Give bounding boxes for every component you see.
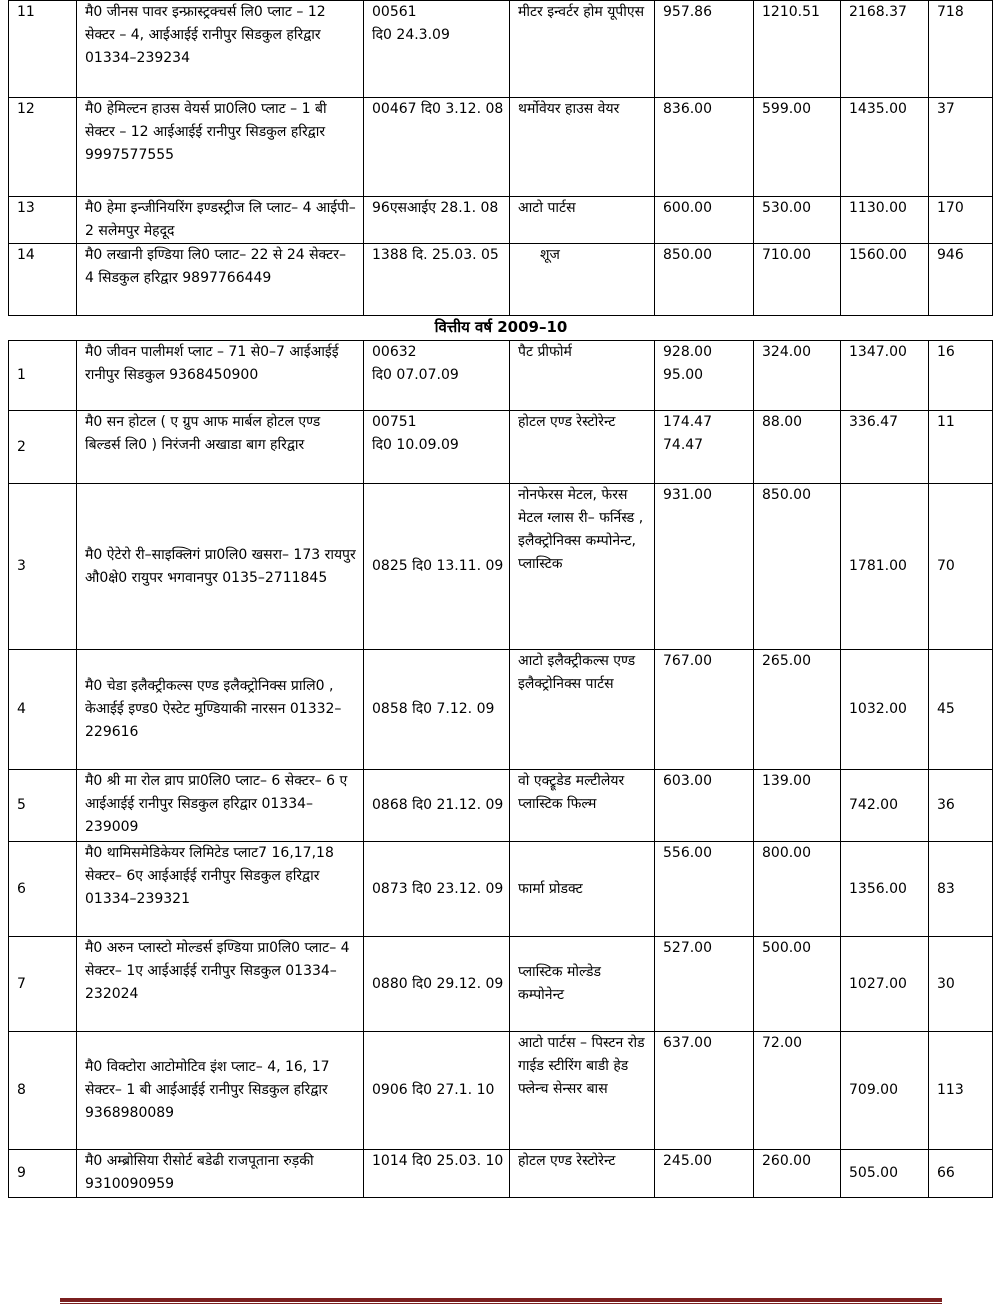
product: मीटर इन्वर्टर होम यूपीएस bbox=[510, 1, 655, 98]
unit-name-address: मै0 सन होटल ( ए ग्रुप आफ मार्बल होटल एण्ड बिल्डर्स लि0 ) निरंजनी अखाडा बाग हरिद्वार bbox=[77, 411, 364, 484]
value-2: 1210.51 bbox=[754, 1, 841, 98]
table-row bbox=[9, 842, 993, 937]
footer-rule bbox=[60, 1298, 942, 1302]
table-row bbox=[9, 1, 993, 98]
registration: 1388 दि. 25.03. 05 bbox=[364, 244, 510, 316]
serial-number: 14 bbox=[9, 244, 77, 316]
unit-name-address: मै0 जीवन पालीमर्श प्लाट – 71 से0–7 आईआईई रानीपुर सिडकुल 9368450900 bbox=[77, 341, 364, 411]
serial-number: 6 bbox=[9, 842, 77, 937]
product: थर्मोवेयर हाउस वेयर bbox=[510, 98, 655, 197]
total: 2168.37 bbox=[841, 1, 929, 98]
table-row bbox=[9, 98, 993, 197]
table-row bbox=[9, 244, 993, 316]
table-row bbox=[9, 484, 993, 650]
serial-number: 7 bbox=[9, 937, 77, 1032]
product: नोनफेरस मेटल, फेरस मेटल ग्लास री– फर्निस्ड , इलैक्ट्रोनिक्स कम्पोनेन्ट, प्लास्टिक bbox=[510, 484, 655, 650]
total: 1130.00 bbox=[841, 197, 929, 244]
product: शूज bbox=[510, 244, 655, 316]
unit-name-address: मै0 चेडा इलैक्ट्रीकल्स एण्ड इलैक्ट्रोनिक्स प्रालि0 , केआईई इण्ड0 ऐस्टेट मुण्डियाकी नारसन 01332–229616 bbox=[77, 650, 364, 770]
table-row bbox=[9, 411, 993, 484]
value-1: 931.00 bbox=[655, 484, 754, 650]
serial-number: 9 bbox=[9, 1150, 77, 1198]
value-2: 500.00 bbox=[754, 937, 841, 1032]
serial-number: 13 bbox=[9, 197, 77, 244]
value-2: 800.00 bbox=[754, 842, 841, 937]
value-1: 850.00 bbox=[655, 244, 754, 316]
footer-rule-thin bbox=[60, 1303, 942, 1304]
unit-name-address: मै0 अरुन प्लास्टो मोल्डर्स इण्डिया प्रा0लि0 प्लाट– 4 सेक्टर– 1ए आईआईई रानीपुर सिडकुल 01334–232024 bbox=[77, 937, 364, 1032]
employment: 11 bbox=[929, 411, 993, 484]
unit-name-address: मै0 हेमिल्टन हाउस वेयर्स प्रा0लि0 प्लाट – 1 बी सेक्टर – 12 आईआईई रानीपुर सिडकुल हरिद्वार 9997577555 bbox=[77, 98, 364, 197]
total: 1781.00 bbox=[841, 484, 929, 650]
registration: 1014 दि0 25.03. 10 bbox=[364, 1150, 510, 1198]
serial-number: 2 bbox=[9, 411, 77, 484]
serial-number: 8 bbox=[9, 1032, 77, 1150]
industry-table-2009-10 bbox=[8, 340, 993, 1198]
value-2: 530.00 bbox=[754, 197, 841, 244]
registration: 0880 दि0 29.12. 09 bbox=[364, 937, 510, 1032]
serial-number: 1 bbox=[9, 341, 77, 411]
unit-name-address: मै0 ऐटेरो री–साइक्लिगं प्रा0लि0 खसरा– 173 रायपुर औ0क्षे0 रायुपर भगवानपुर 0135–2711845 bbox=[77, 484, 364, 650]
serial-number: 11 bbox=[9, 1, 77, 98]
product: होटल एण्ड रेस्टोरेन्ट bbox=[510, 411, 655, 484]
registration: 0858 दि0 7.12. 09 bbox=[364, 650, 510, 770]
serial-number: 3 bbox=[9, 484, 77, 650]
product: प्लास्टिक मोल्डेड कम्पोनेन्ट bbox=[510, 937, 655, 1032]
registration: 0868 दि0 21.12. 09 bbox=[364, 770, 510, 842]
value-2: 260.00 bbox=[754, 1150, 841, 1198]
value-2: 710.00 bbox=[754, 244, 841, 316]
value-1: 767.00 bbox=[655, 650, 754, 770]
product: आटो पार्टस bbox=[510, 197, 655, 244]
total: 1435.00 bbox=[841, 98, 929, 197]
total: 1032.00 bbox=[841, 650, 929, 770]
value-1: 174.47 74.47 bbox=[655, 411, 754, 484]
registration: 00751 दि0 10.09.09 bbox=[364, 411, 510, 484]
employment: 16 bbox=[929, 341, 993, 411]
value-2: 139.00 bbox=[754, 770, 841, 842]
total: 1027.00 bbox=[841, 937, 929, 1032]
value-1: 245.00 bbox=[655, 1150, 754, 1198]
product: फार्मा प्रोडक्ट bbox=[510, 842, 655, 937]
serial-number: 5 bbox=[9, 770, 77, 842]
total: 742.00 bbox=[841, 770, 929, 842]
total: 709.00 bbox=[841, 1032, 929, 1150]
table-row bbox=[9, 1032, 993, 1150]
value-1: 928.00 95.00 bbox=[655, 341, 754, 411]
table-row bbox=[9, 197, 993, 244]
unit-name-address: मै0 श्री मा रोल व्राप प्रा0लि0 प्लाट– 6 सेक्टर– 6 ए आईआईई रानीपुर सिडकुल हरिद्वार 01334–239009 bbox=[77, 770, 364, 842]
registration: 00632 दि0 07.07.09 bbox=[364, 341, 510, 411]
value-1: 637.00 bbox=[655, 1032, 754, 1150]
product: वो एक्ट्रूडेड मल्टीलेयर प्लास्टिक फिल्म bbox=[510, 770, 655, 842]
total: 1560.00 bbox=[841, 244, 929, 316]
registration: 0906 दि0 27.1. 10 bbox=[364, 1032, 510, 1150]
unit-name-address: मै0 थामिसमेडिकेयर लिमिटेड प्लाट7 16,17,18 सेक्टर– 6ए आईआईई रानीपुर सिडकुल हरिद्वार 01334–239321 bbox=[77, 842, 364, 937]
table-row bbox=[9, 341, 993, 411]
table-row bbox=[9, 770, 993, 842]
value-1: 556.00 bbox=[655, 842, 754, 937]
unit-name-address: मै0 अम्ब्रोसिया रीसोर्ट बडेढी राजपूताना रुड़की 9310090959 bbox=[77, 1150, 364, 1198]
registration: 96एसआईए 28.1. 08 bbox=[364, 197, 510, 244]
total: 505.00 bbox=[841, 1150, 929, 1198]
registration: 0825 दि0 13.11. 09 bbox=[364, 484, 510, 650]
employment: 718 bbox=[929, 1, 993, 98]
financial-year-heading: वित्तीय वर्ष 2009–10 bbox=[434, 318, 568, 336]
industry-table-previous-year bbox=[8, 0, 993, 316]
value-1: 836.00 bbox=[655, 98, 754, 197]
registration: 00467 दि0 3.12. 08 bbox=[364, 98, 510, 197]
value-2: 850.00 bbox=[754, 484, 841, 650]
employment: 70 bbox=[929, 484, 993, 650]
value-1: 600.00 bbox=[655, 197, 754, 244]
employment: 83 bbox=[929, 842, 993, 937]
product: होटल एण्ड रेस्टोरेन्ट bbox=[510, 1150, 655, 1198]
unit-name-address: मै0 हेमा इन्जीनियरिंग इण्डस्ट्रीज लि प्लाट– 4 आईपी–2 सलेमपुर मेहदूद bbox=[77, 197, 364, 244]
value-1: 957.86 bbox=[655, 1, 754, 98]
value-2: 599.00 bbox=[754, 98, 841, 197]
employment: 45 bbox=[929, 650, 993, 770]
total: 1347.00 bbox=[841, 341, 929, 411]
product: आटो इलैक्ट्रीकल्स एण्ड इलैक्ट्रोनिक्स पार्टस bbox=[510, 650, 655, 770]
unit-name-address: मै0 लखानी इण्डिया लि0 प्लाट– 22 से 24 सेक्टर– 4 सिडकुल हरिद्वार 9897766449 bbox=[77, 244, 364, 316]
employment: 170 bbox=[929, 197, 993, 244]
registration: 00561 दि0 24.3.09 bbox=[364, 1, 510, 98]
value-2: 88.00 bbox=[754, 411, 841, 484]
employment: 36 bbox=[929, 770, 993, 842]
product: पैट प्रीफोर्म bbox=[510, 341, 655, 411]
product: आटो पार्टस – पिस्टन रोड गाईड स्टीरिंग बाडी हेड फ्लेन्च सेन्सर बास bbox=[510, 1032, 655, 1150]
employment: 113 bbox=[929, 1032, 993, 1150]
value-2: 324.00 bbox=[754, 341, 841, 411]
value-2: 265.00 bbox=[754, 650, 841, 770]
employment: 30 bbox=[929, 937, 993, 1032]
serial-number: 4 bbox=[9, 650, 77, 770]
employment: 946 bbox=[929, 244, 993, 316]
unit-name-address: मै0 विक्टोरा आटोमोटिव इंश प्लाट– 4, 16, 17 सेक्टर– 1 बी आईआईई रानीपुर सिडकुल हरिद्वार 9368980089 bbox=[77, 1032, 364, 1150]
employment: 66 bbox=[929, 1150, 993, 1198]
table-row bbox=[9, 1150, 993, 1198]
registration: 0873 दि0 23.12. 09 bbox=[364, 842, 510, 937]
value-1: 603.00 bbox=[655, 770, 754, 842]
value-1: 527.00 bbox=[655, 937, 754, 1032]
value-2: 72.00 bbox=[754, 1032, 841, 1150]
employment: 37 bbox=[929, 98, 993, 197]
serial-number: 12 bbox=[9, 98, 77, 197]
total: 336.47 bbox=[841, 411, 929, 484]
table-row bbox=[9, 650, 993, 770]
total: 1356.00 bbox=[841, 842, 929, 937]
unit-name-address: मै0 जीनस पावर इन्फ्रास्ट्रक्चर्स लि0 प्लाट – 12 सेक्टर – 4, आईआईई रानीपुर सिडकुल हरिद्वार 01334–239234 bbox=[77, 1, 364, 98]
table-row bbox=[9, 937, 993, 1032]
